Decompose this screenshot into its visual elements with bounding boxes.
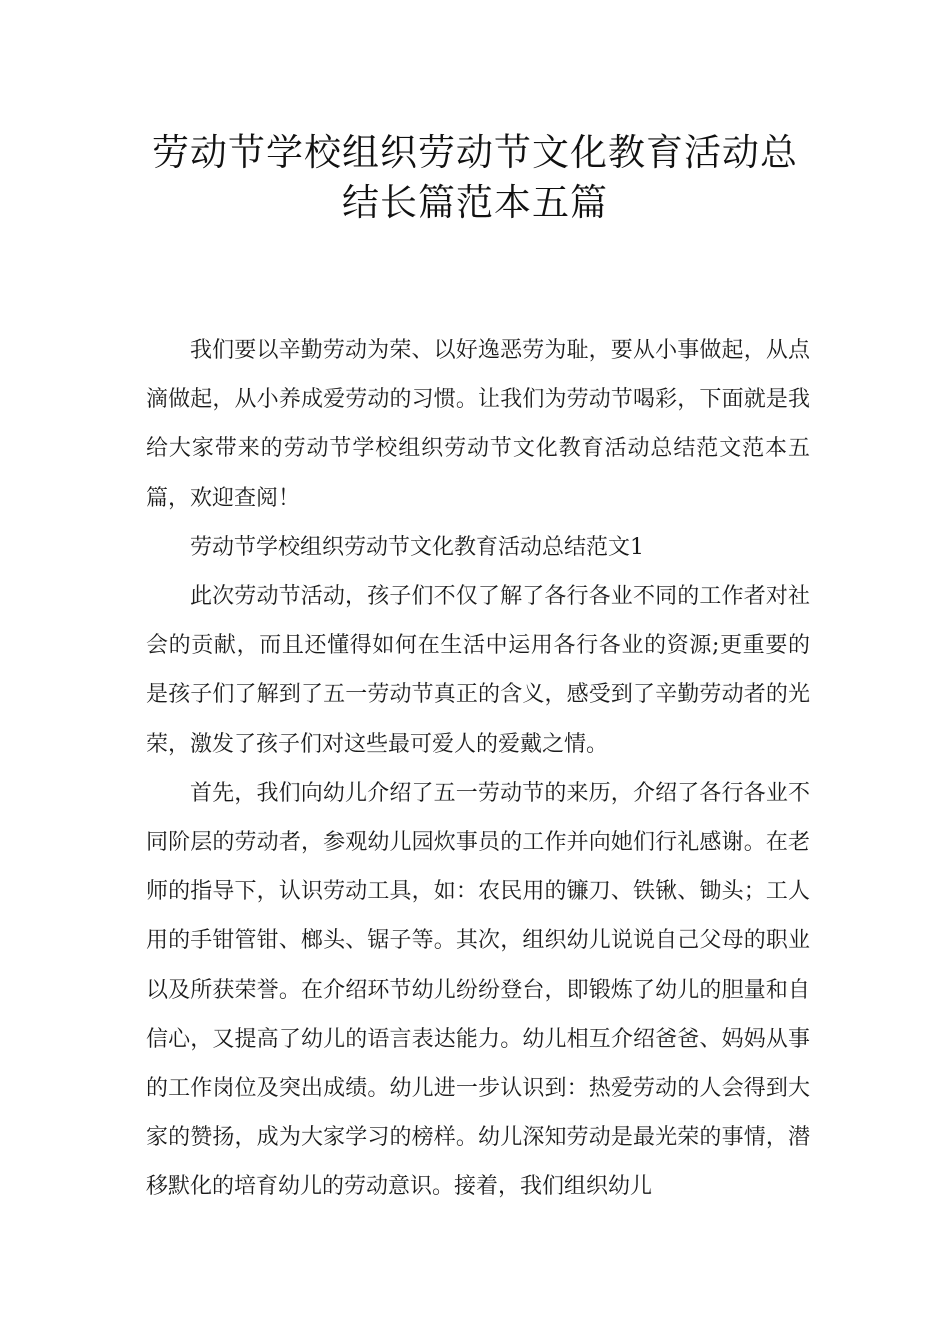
section-heading: 劳动节学校组织劳动节文化教育活动总结范文1 [190,534,644,560]
intro-paragraph: 我们要以辛勤劳动为荣、以好逸恶劳为耻，要从小事做起，从点滴做起，从小养成爱劳动的习惯。让我们为劳动节喝彩，下面就是我给大家带来的劳动节学校组织劳动节文化教育活动总结范文范本五篇，欢迎查阅！ [146,338,810,511]
body-paragraph: 此次劳动节活动，孩子们不仅了解了各行各业不同的工作者对社会的贡献，而且还懂得如何在生活中运用各行各业的资源;更重要的是孩子们了解到了五一劳动节真正的含义，感受到了辛勤劳动者的光荣，激发了孩子们对这些最可爱人的爱戴之情。 [146,584,810,757]
document-title [100,128,850,228]
body-paragraph: 首先，我们向幼儿介绍了五一劳动节的来历，介绍了各行各业不同阶层的劳动者，参观幼儿园炊事员的工作并向她们行礼感谢。在老师的指导下，认识劳动工具，如：农民用的镰刀、铁锹、锄头；工人用的手钳管钳、榔头、锯子等。其次，组织幼儿说说自己父母的职业以及所获荣誉。在介绍环节幼儿纷纷登台，即锻炼了幼儿的胆量和自信心，又提高了幼儿的语言表达能力。幼儿相互介绍爸爸、妈妈从事的工作岗位及突出成绩。幼儿进一步认识到：热爱劳动的人会得到大家的赞扬，成为大家学习的榜样。幼儿深知劳动是最光荣的事情，潜移默化的培育幼儿的劳动意识。接着，我们组织幼儿 [146,780,810,1200]
document-body [146,326,810,1212]
title-line-2: 结长篇范本五篇 [342,181,608,224]
title-line-1: 劳动节学校组织劳动节文化教育活动总 [152,131,798,174]
